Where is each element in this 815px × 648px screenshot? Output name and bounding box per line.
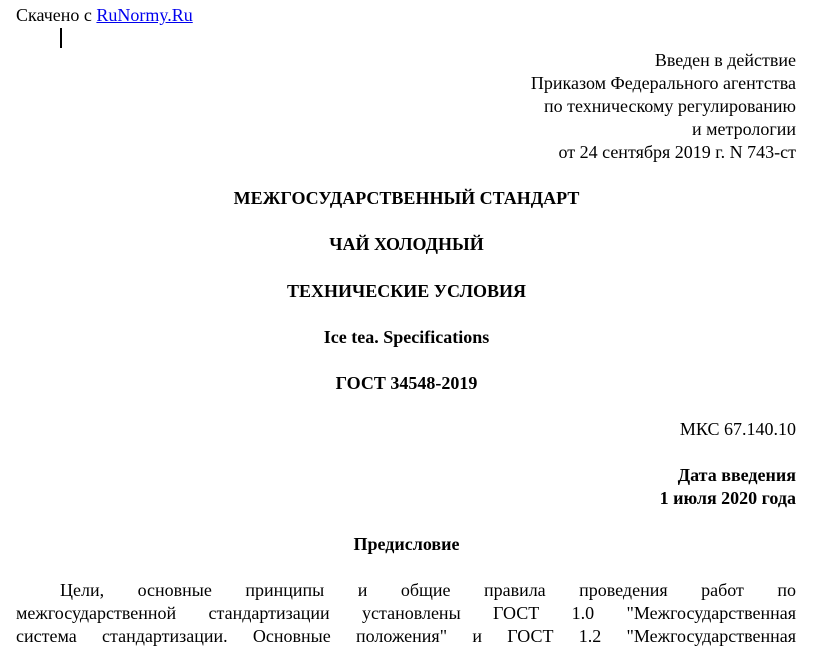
paragraph-line: Цели, основные принципы и общие правила проведения работ по [60,580,796,600]
mks-code: МКС 67.140.10 [679,419,796,439]
text-cursor [60,28,62,48]
paragraph-line: система стандартизации. Основные положения" и ГОСТ 1.2 "Межгосударственная [16,626,796,646]
effective-date-value: 1 июля 2020 года [659,488,796,508]
enactment-block [531,49,796,164]
source-line [16,4,193,26]
source-prefix: Скачено с [16,5,97,25]
standard-designation: ГОСТ 34548-2019 [335,373,478,393]
enactment-line: от 24 сентября 2019 г. N 743-ст [558,142,796,162]
enactment-line: Приказом Федерального агентства [530,73,796,93]
english-title: Ice tea. Specifications [323,327,490,347]
preface-heading: Предисловие [353,534,460,554]
enactment-line: Введен в действие [654,50,796,70]
enactment-line: по техническому регулированию [543,96,796,116]
enactment-line: и метрологии [692,119,796,139]
document-subtitle: ТЕХНИЧЕСКИЕ УСЛОВИЯ [287,281,526,301]
paragraph-line: межгосударственной стандартизации установлены ГОСТ 1.0 "Межгосударственная [16,603,796,623]
document-title: ЧАЙ ХОЛОДНЫЙ [329,234,484,254]
effective-date-label: Дата введения [677,465,796,485]
source-link[interactable]: RuNormy.Ru [96,5,193,25]
standard-type-heading: МЕЖГОСУДАРСТВЕННЫЙ СТАНДАРТ [233,188,580,208]
